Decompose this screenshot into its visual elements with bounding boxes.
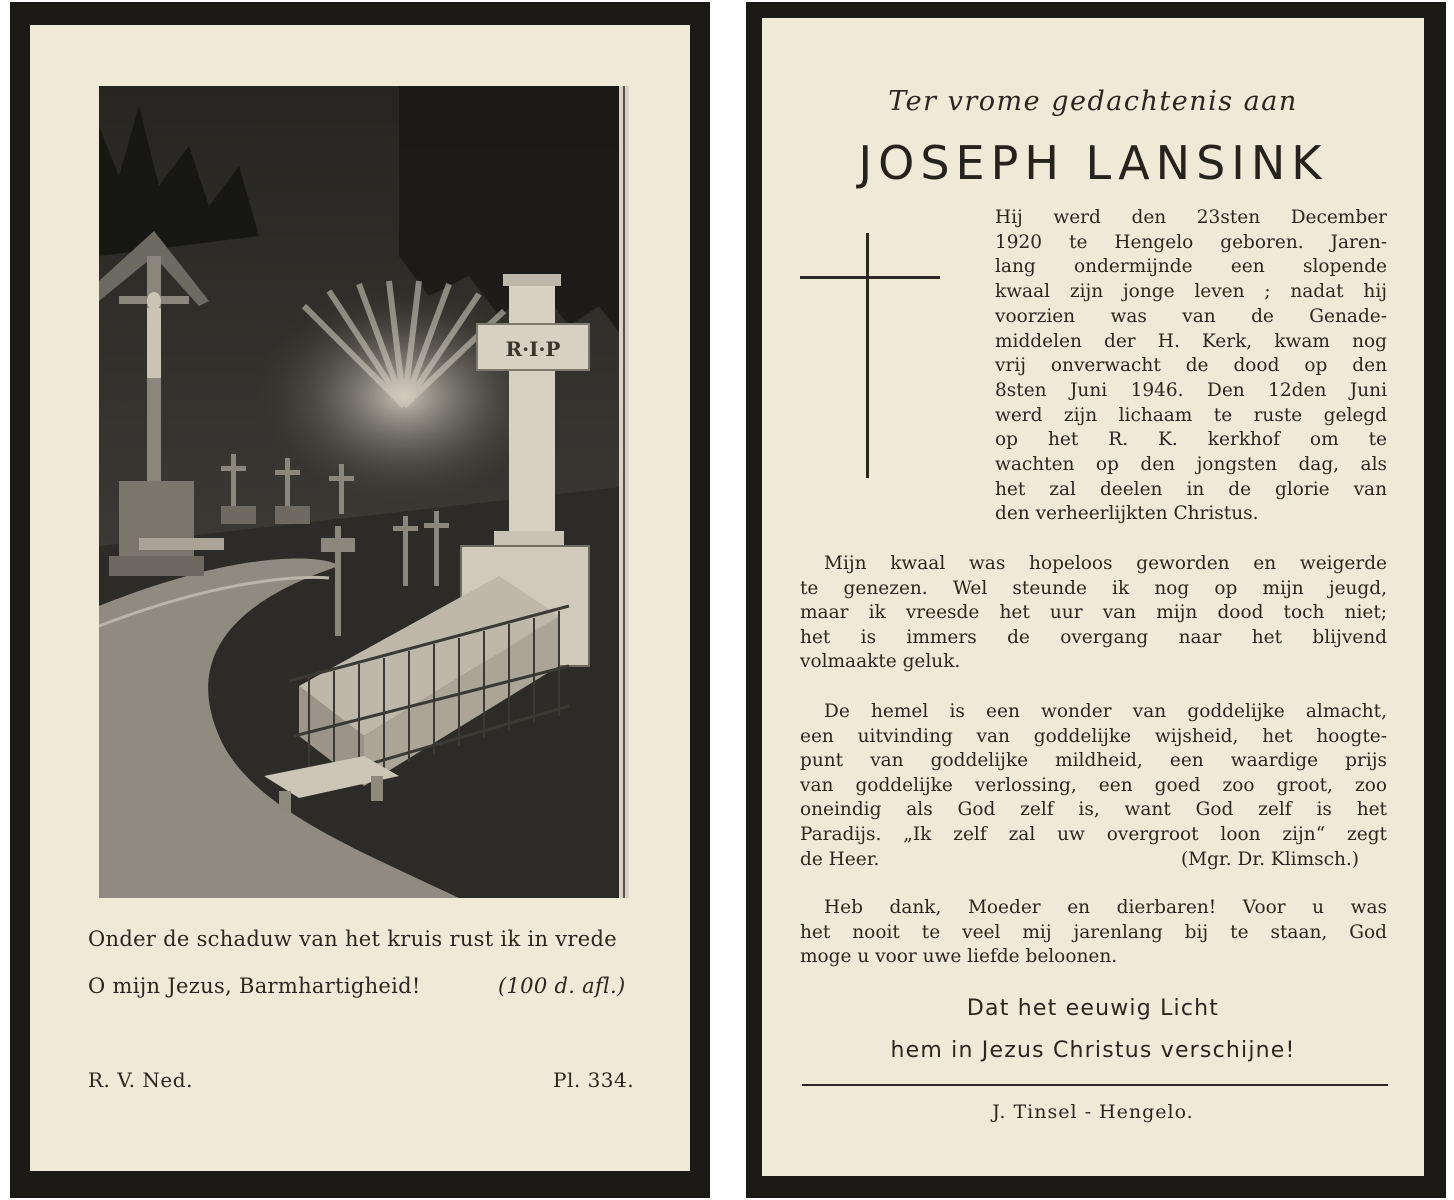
cemetery-engraving (99, 86, 629, 898)
divider (802, 1084, 1388, 1086)
quote-last-line (800, 848, 1387, 873)
indulgence-note: (100 d. afl.) (498, 974, 626, 998)
para-line: Heb dank, Moeder en dierbaren! Voor u was (824, 897, 1387, 918)
para-line: Paradijs. „Ik zelf zal uw overgroot loon zijn“ zegt (800, 823, 1387, 845)
biography (995, 206, 1387, 527)
prayer-text: O mijn Jezus, Barmhartigheid! (88, 974, 421, 998)
card-paper (30, 25, 690, 1171)
para-line: Mijn kwaal was hopeloos geworden en weigerde (824, 553, 1387, 574)
para-line: De hemel is een wonder van goddelijke almacht, (824, 701, 1387, 722)
caption-prayer (88, 974, 626, 998)
para-line: het is immers de overgang naar het blijvend (800, 626, 1387, 648)
bio-line: 8sten Juni 1946. Den 12den Juni (995, 379, 1387, 401)
cemetery-illustration (99, 86, 629, 898)
card-paper-text (762, 18, 1424, 1176)
memorial-card-front (10, 2, 710, 1198)
para-line: maar ik vreesde het uur van mijn dood toch niet; (800, 602, 1387, 624)
bio-line: vrij onverwacht de dood op den (995, 355, 1387, 377)
rip-inscription: R·I·P (505, 337, 561, 361)
memorial-card-back (746, 2, 1446, 1198)
bio-line: 1920 te Hengelo geboren. Jaren- (995, 231, 1387, 253)
bio-line: het zal deelen in de glorie van (995, 478, 1387, 500)
bio-line: kwaal zijn jonge leven ; nadat hij (995, 281, 1387, 303)
para-line: de Heer. (800, 848, 880, 870)
para-line: volmaakte geluk. (800, 651, 961, 673)
plate-number: Pl. 334. (553, 1068, 635, 1092)
paragraph-thanks (800, 896, 1387, 970)
bio-line: wachten op den jongsten dag, als (995, 454, 1387, 476)
intro-line: Ter vrome gedachtenis aan (888, 86, 1298, 117)
caption-shadow-of-cross: Onder de schaduw van het kruis rust ik in vrede (88, 927, 617, 951)
bio-line: den verheerlijkten Christus. (995, 503, 1259, 525)
blessing-line-1: Dat het eeuwig Licht (966, 996, 1220, 1021)
printer-credit: J. Tinsel - Hengelo. (992, 1101, 1194, 1123)
para-line: punt van goddelijke mildheid, een waardige prijs (800, 750, 1387, 772)
para-line: het nooit te veel mij jarenlang bij te staan, God (800, 921, 1387, 943)
bio-line: werd zijn lichaam te ruste gelegd (995, 404, 1387, 426)
deceased-name: JOSEPH LANSINK (858, 136, 1328, 190)
bio-line: Hij werd den 23sten December (995, 207, 1387, 228)
publisher-code: R. V. Ned. (88, 1068, 193, 1092)
paragraph-illness (800, 552, 1387, 675)
para-line: moge u voor uwe liefde beloonen. (800, 946, 1118, 968)
para-line: te genezen. Wel steunde ik nog op mijn jeugd, (800, 577, 1387, 599)
para-line: een uitvinding van goddelijke wijsheid, het hoogte- (800, 725, 1387, 747)
para-line: van goddelijke verlossing, een goed zoo groot, zoo (800, 774, 1387, 796)
cross-icon (800, 233, 940, 478)
para-line: oneindig als God zelf is, want God zelf is het (800, 799, 1387, 821)
blessing-line-2: hem in Jezus Christus verschijne! (890, 1038, 1296, 1063)
bio-line: lang ondermijnde een slopende (995, 256, 1387, 278)
bio-line: op het R. K. kerkhof om te (995, 429, 1387, 451)
bio-line: middelen der H. Kerk, kwam nog (995, 330, 1387, 352)
quote-attribution: (Mgr. Dr. Klimsch.) (1180, 848, 1359, 870)
bio-line: voorzien was van de Genade- (995, 305, 1387, 327)
paragraph-heaven-quote (800, 700, 1387, 872)
